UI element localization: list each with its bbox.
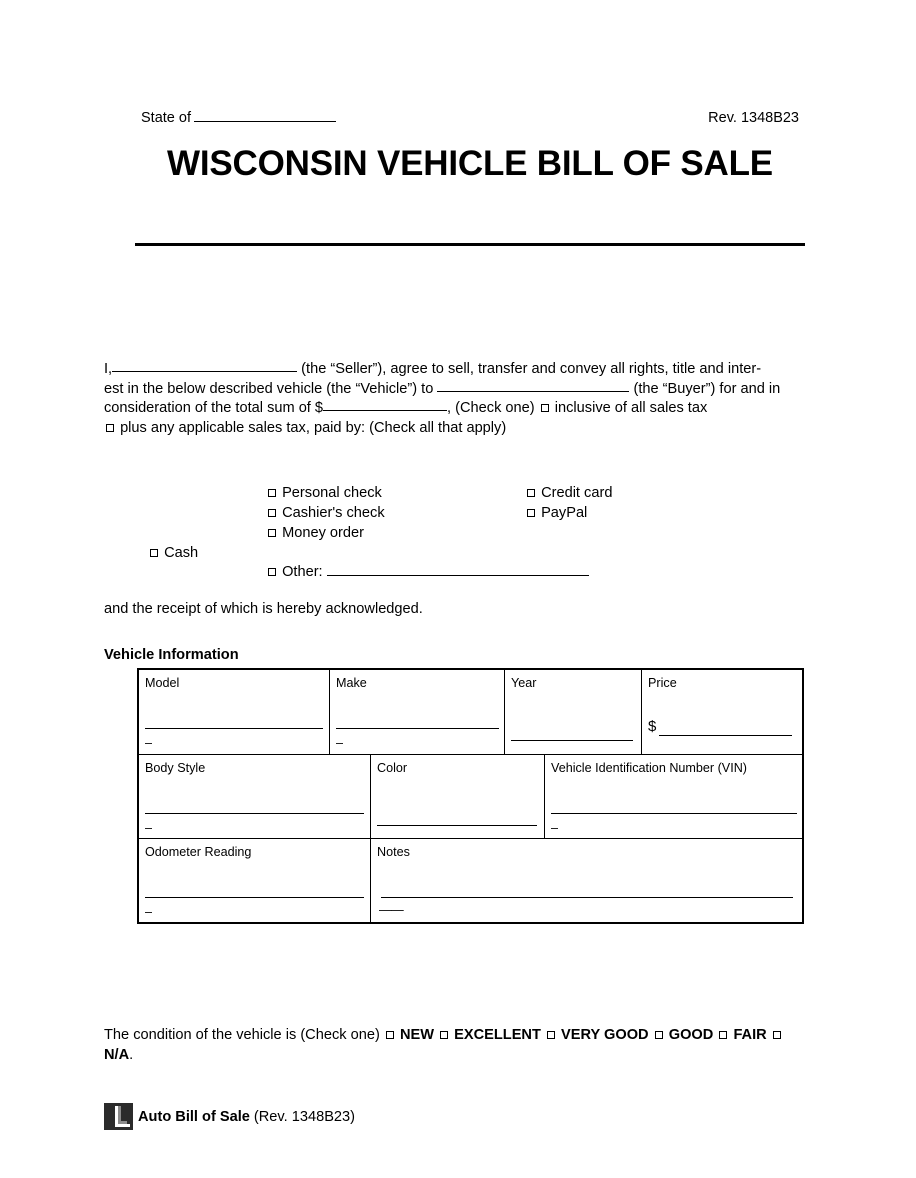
table-row <box>139 754 802 838</box>
condition-option-excellent: EXCELLENT <box>454 1027 541 1043</box>
state-of-blank[interactable] <box>194 109 336 122</box>
condition-trailing-period: . <box>129 1046 134 1063</box>
payment-option-cashiers-check-label: Cashier's check <box>282 505 385 521</box>
checkbox-plus-tax[interactable] <box>106 424 114 432</box>
agreement-line-2 <box>104 380 804 400</box>
agreement-line-2-prefix: est in the below described vehicle (the “Vehicle”) to <box>104 380 434 397</box>
payment-option-paypal[interactable] <box>525 505 587 521</box>
vehicle-information-table <box>137 668 804 924</box>
table-cell-notes-label: Notes <box>377 845 410 859</box>
payment-option-paypal-label: PayPal <box>541 505 588 521</box>
checkbox-condition-new[interactable] <box>386 1031 394 1039</box>
table-cell-vin-label: Vehicle Identification Number (VIN) <box>551 761 747 775</box>
condition-option-na: N/A <box>104 1046 130 1063</box>
checkbox-condition-very-good[interactable] <box>547 1031 555 1039</box>
price-currency-symbol: $ <box>648 718 657 735</box>
table-cell-body-style-label: Body Style <box>145 761 206 775</box>
checkbox-paypal[interactable] <box>527 509 535 517</box>
table-cell-color <box>370 755 544 838</box>
vin-input-line[interactable] <box>551 813 797 814</box>
payment-option-credit-card-label: Credit card <box>541 485 613 501</box>
payment-option-cashiers-check[interactable] <box>266 505 385 521</box>
auto-bill-of-sale-logo-icon <box>104 1103 133 1130</box>
payment-option-other[interactable] <box>266 563 589 580</box>
notes-dash: —— <box>379 903 404 917</box>
checkbox-other[interactable] <box>268 568 276 576</box>
checkbox-cashiers-check[interactable] <box>268 509 276 517</box>
table-row <box>139 838 802 922</box>
condition-lead-text: The condition of the vehicle is (Check one) <box>104 1027 380 1043</box>
revision-tag: Rev. 1348B23 <box>708 110 799 126</box>
table-cell-make <box>329 670 504 754</box>
table-cell-body-style <box>139 755 370 838</box>
condition-option-new: NEW <box>399 1027 434 1043</box>
table-row <box>139 670 802 754</box>
year-input-line[interactable] <box>511 740 633 741</box>
payment-option-other-label: Other: <box>282 564 323 580</box>
checkbox-condition-good[interactable] <box>655 1031 663 1039</box>
table-cell-odometer-reading <box>139 839 370 922</box>
document-header <box>141 109 799 126</box>
footer <box>104 1103 355 1130</box>
model-input-line[interactable] <box>145 728 323 729</box>
agreement-line-1 <box>104 360 804 380</box>
checkbox-cash[interactable] <box>150 549 158 557</box>
agreement-line-3-suffix: inclusive of all sales tax <box>554 400 708 417</box>
page-title: WISCONSIN VEHICLE BILL OF SALE <box>167 144 773 183</box>
table-cell-year <box>504 670 641 754</box>
table-cell-make-label: Make <box>336 676 367 690</box>
table-cell-vin <box>544 755 802 838</box>
checkbox-money-order[interactable] <box>268 529 276 537</box>
odometer-dash: – <box>145 905 152 919</box>
title-divider <box>135 243 805 246</box>
color-input-line[interactable] <box>377 825 537 826</box>
seller-name-blank[interactable] <box>112 359 297 372</box>
model-dash: – <box>145 736 152 750</box>
table-cell-odometer-reading-label: Odometer Reading <box>145 845 252 859</box>
payment-option-personal-check[interactable] <box>266 485 382 501</box>
body-style-input-line[interactable] <box>145 813 364 814</box>
buyer-name-blank[interactable] <box>437 379 629 392</box>
make-dash: – <box>336 736 343 750</box>
checkbox-condition-na[interactable] <box>773 1031 781 1039</box>
table-cell-model <box>139 670 329 754</box>
notes-input-line[interactable] <box>381 897 793 898</box>
checkbox-credit-card[interactable] <box>527 489 535 497</box>
checkbox-inclusive-tax[interactable] <box>541 404 549 412</box>
table-cell-notes <box>370 839 802 922</box>
agreement-line-2-suffix: (the “Buyer”) for and in <box>633 380 781 397</box>
condition-option-good: GOOD <box>668 1027 714 1043</box>
vehicle-condition-line <box>104 1026 804 1065</box>
payment-option-money-order-label: Money order <box>282 525 364 541</box>
state-of-field <box>141 109 336 126</box>
checkbox-personal-check[interactable] <box>268 489 276 497</box>
agreement-line-1-prefix: I, <box>104 361 113 377</box>
vehicle-information-heading: Vehicle Information <box>104 647 239 663</box>
table-cell-year-label: Year <box>511 676 537 690</box>
agreement-line-3-prefix: consideration of the total sum of $ <box>104 400 324 417</box>
table-cell-color-label: Color <box>377 761 408 775</box>
table-cell-price <box>641 670 802 754</box>
vin-dash: – <box>551 821 558 835</box>
price-input-line[interactable] <box>659 735 792 736</box>
table-cell-model-label: Model <box>145 676 180 690</box>
other-payment-blank[interactable] <box>327 563 589 576</box>
agreement-paragraph <box>104 360 804 438</box>
odometer-input-line[interactable] <box>145 897 364 898</box>
footer-brand: Auto Bill of Sale <box>138 1108 250 1125</box>
state-of-label: State of <box>141 110 191 126</box>
receipt-acknowledgement: and the receipt of which is hereby acknowledged. <box>104 601 423 617</box>
agreement-line-3 <box>104 399 804 419</box>
total-sum-blank[interactable] <box>323 398 447 411</box>
condition-option-very-good: VERY GOOD <box>561 1027 649 1043</box>
payment-option-money-order[interactable] <box>266 525 364 541</box>
payment-option-personal-check-label: Personal check <box>282 485 382 501</box>
body-style-dash: – <box>145 821 152 835</box>
payment-option-credit-card[interactable] <box>525 485 612 501</box>
checkbox-condition-excellent[interactable] <box>440 1031 448 1039</box>
agreement-line-4-text: plus any applicable sales tax, paid by: (Check all that apply) <box>120 419 507 436</box>
agreement-line-1-suffix: (the “Seller”), agree to sell, transfer and convey all rights, title and inter- <box>301 361 762 377</box>
agreement-line-4 <box>104 419 804 439</box>
table-cell-price-label: Price <box>648 676 677 690</box>
agreement-line-3-mid: , (Check one) <box>447 400 535 417</box>
payment-option-cash[interactable] <box>148 545 198 561</box>
footer-revision: (Rev. 1348B23) <box>253 1108 356 1125</box>
make-input-line[interactable] <box>336 728 499 729</box>
condition-option-fair: FAIR <box>733 1027 767 1043</box>
checkbox-condition-fair[interactable] <box>719 1031 727 1039</box>
payment-option-cash-label: Cash <box>164 545 199 561</box>
